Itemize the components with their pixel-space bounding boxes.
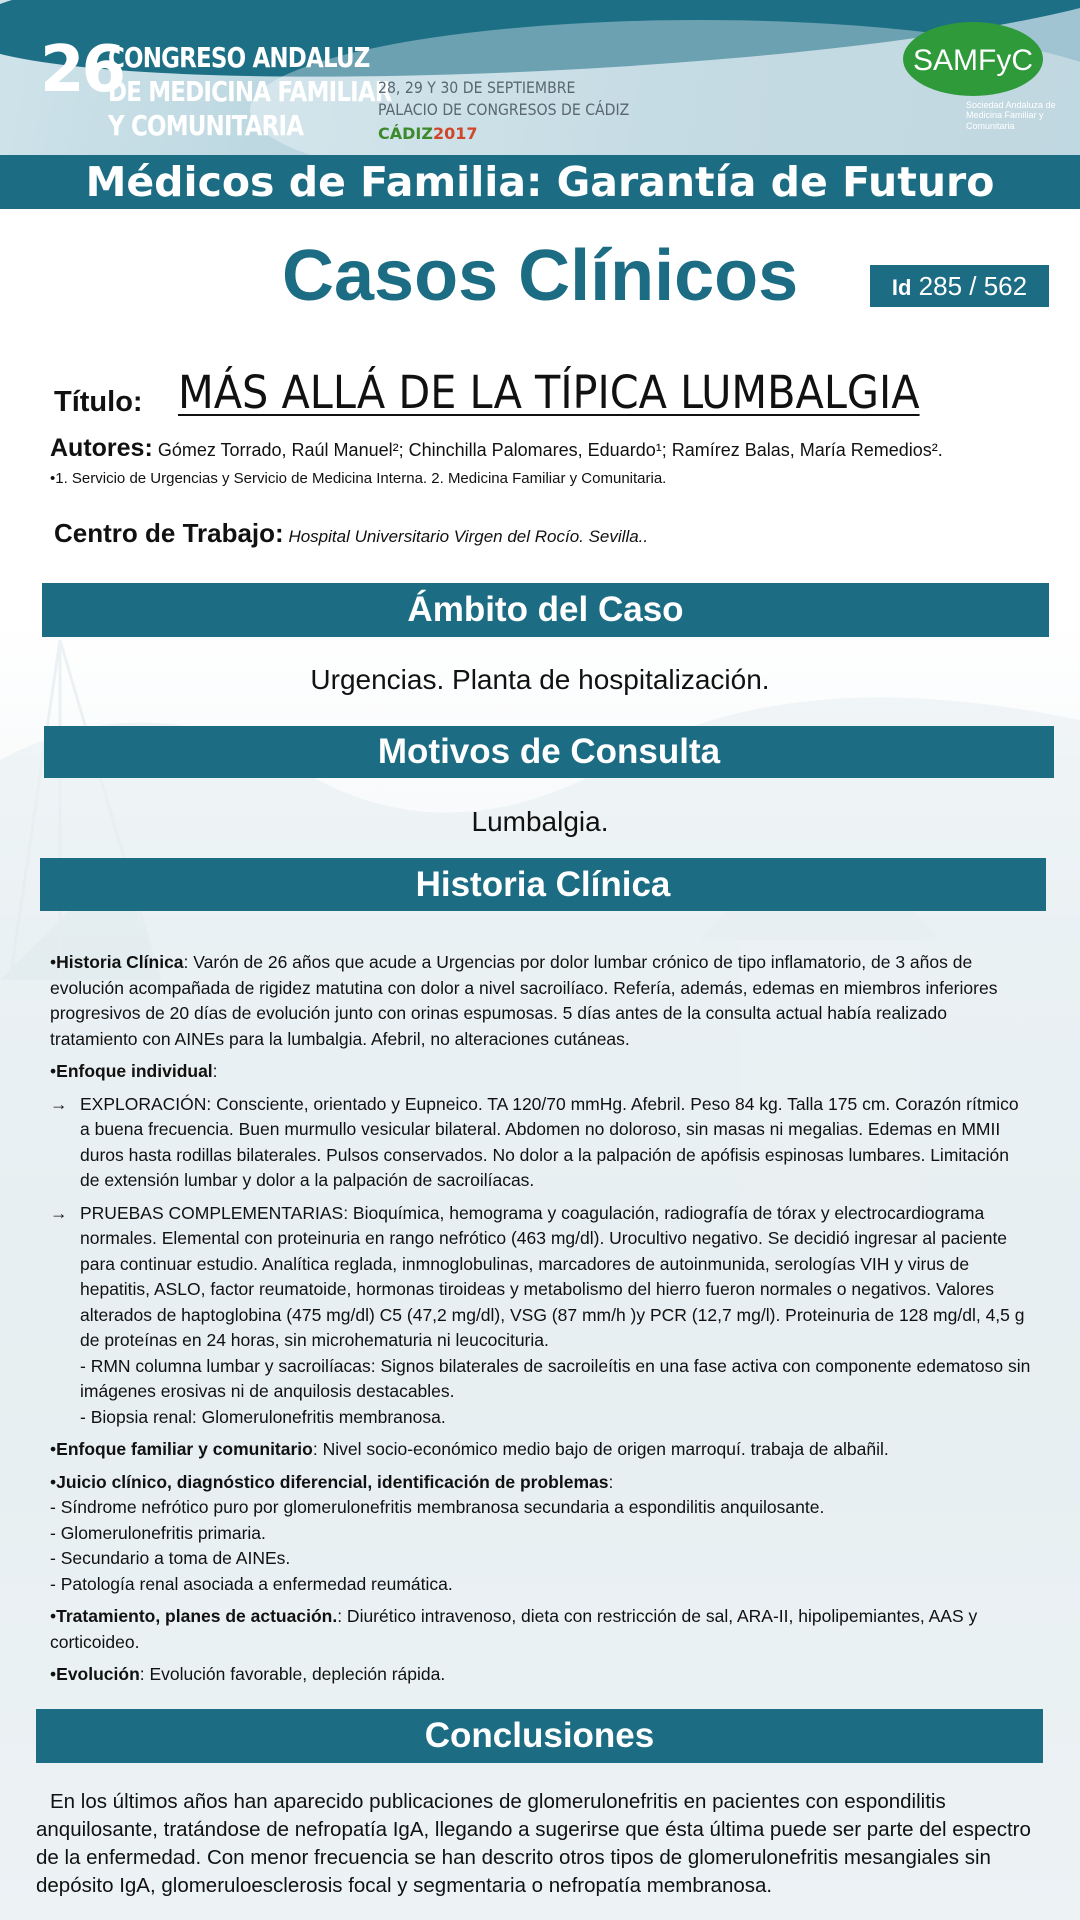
- case-title: MÁS ALLÁ DE LA TÍPICA LUMBALGIA: [178, 366, 920, 419]
- section-motivos: Motivos de Consulta: [44, 726, 1054, 778]
- exploration-text: EXPLORACIÓN: Consciente, orientado y Eupneico. TA 120/70 mmHg. Afebril. Peso 84 kg. Talla 175 cm. Corazón rítmico a buena frecuencia. Buen murmullo vesicular bilateral. Abdomen no doloroso, sin masas ni megalias. Edemas en MMII duros hasta rodillas bilaterales. Pulsos conservados. No dolor a la palpación de apófisis espinosas lumbares. Limitación de extensión lumbar y dolor a la palpación de sacroilíacas.: [80, 1093, 1019, 1190]
- individual-approach-colon: :: [212, 1061, 218, 1081]
- congress-line-1: CONGRESO ANDALUZ: [108, 41, 370, 74]
- id-badge: [870, 265, 1049, 307]
- congress-number: 26: [40, 33, 124, 107]
- arrow-icon: →: [50, 1202, 68, 1223]
- congress-city: CÁDIZ: [378, 124, 433, 143]
- section-ambito: Ámbito del Caso: [42, 583, 1049, 637]
- clinical-history: [50, 950, 1033, 1695]
- tests-text: PRUEBAS COMPLEMENTARIAS: Bioquímica, hemograma y coagulación, radiografía de tórax y electrocardiograma normales. Elemental con proteinuria en rango nefrótico (463 mg/dl). Urocultivo negativo. Se decidió ingresar al paciente para continuar estudio. Analítica reglada, inmnoglobulinas, marcadores de autoinmunida, serologías VIH y virus de hepatitis, ASLO, factor reumatoide, hormonas tiroideas y metabolismo del hierro fueron normales o negativos. Valores alterados de haptoglobina (475 mg/dl) C5 (47,2 mg/dl), VSG (87 mm/h )y PCR (12,7 mg/l). Proteinuria de 128 mg/dl, 4,5 g de proteínas en 24 horas, sin microhematuria ni leucocituria.: [80, 1202, 1025, 1350]
- congress-city-year: [378, 124, 478, 143]
- tests-item: [50, 1201, 1033, 1354]
- treatment-text: : Diurético intravenoso, dieta con restricción de sal, ARA-II, hipolipemiantes, AAS y corticoideo.: [50, 1606, 978, 1652]
- congress-dates: 28, 29 Y 30 DE SEPTIEMBRE: [378, 78, 576, 97]
- section-historia: Historia Clínica: [40, 858, 1046, 911]
- exploration-item: [50, 1092, 1033, 1194]
- evolution: •Evolución: Evolución favorable, depleción rápida.: [50, 1664, 446, 1684]
- family-approach-label: Enfoque familiar y comunitario: [56, 1439, 313, 1459]
- logo-text: SAMFyC: [913, 44, 1033, 77]
- history-paragraph: •Historia Clínica: Varón de 26 años que acude a Urgencias por dolor lumbar crónico de tipo inflamatorio, de 3 años de evolución acompañada de rigidez matutina con dolor a nivel sacroilíaco. Refería, además, edemas en miembros inferiores progresivos de 20 días de evolución junto con orinas espumosas. 5 días antes de la consulta actual había realizado tratamiento con AINEs para la lumbalgia. Afebril, no alteraciones cutáneas.: [50, 952, 998, 1049]
- evolution-label: Evolución: [56, 1664, 140, 1684]
- family-approach: •Enfoque familiar y comunitario: Nivel socio-económico medio bajo de origen marroquí. trabaja de albañil.: [50, 1439, 889, 1459]
- diagnosis-colon: :: [608, 1471, 614, 1492]
- authors-label: Autores:: [50, 434, 153, 462]
- family-approach-text: : Nivel socio-económico medio bajo de origen marroquí. trabaja de albañil.: [312, 1439, 889, 1459]
- poster-heading: Casos Clínicos: [282, 236, 799, 316]
- rmn-item: - RMN columna lumbar y sacroilíacas: Signos bilaterales de sacroileítis en una fase activa con componente edematoso sin imágenes erosivas ni de anquilosis destacables.: [80, 1355, 1031, 1401]
- history-label: Historia Clínica: [56, 952, 184, 972]
- diagnosis-item: - Secundario a toma de AINEs.: [50, 1548, 291, 1568]
- conclusion-text: En los últimos años han aparecido publicaciones de glomerulonefritis en pacientes con espondilitis anquilosante, tratándose de nefropatía IgA, llegando a sugerirse que ésta última puede ser parte del espectro de la enfermedad. Con menor frecuencia se han descrito otros tipos de glomerulonefritis mesangiales sin depósito IgA, glomeruloesclerosis focal y segmentaria o nefropatía membranosa.: [36, 1790, 1031, 1897]
- biopsy-item: - Biopsia renal: Glomerulonefritis membranosa.: [80, 1406, 446, 1427]
- affiliation: •1. Servicio de Urgencias y Servicio de Medicina Interna. 2. Medicina Familiar y Comunitaria.: [50, 470, 667, 487]
- individual-approach: •Enfoque individual:: [50, 1061, 218, 1081]
- work-center: [54, 518, 648, 549]
- center-text: Hospital Universitario Virgen del Rocío. Sevilla..: [288, 527, 649, 546]
- diagnosis-item: - Patología renal asociada a enfermedad reumática.: [50, 1573, 453, 1594]
- diagnosis-heading: •Juicio clínico, diagnóstico diferencial, identificación de problemas:: [50, 1471, 614, 1492]
- section-conclusiones: Conclusiones: [36, 1709, 1043, 1763]
- logo-subtitle: Sociedad Andaluza de Medicina Familiar y Comunitaria: [966, 100, 1056, 131]
- arrow-icon: →: [50, 1093, 68, 1114]
- diagnosis-label: Juicio clínico, diagnóstico diferencial, identificación de problemas: [56, 1471, 609, 1492]
- congress-line-3: Y COMUNITARIA: [108, 109, 304, 142]
- congress-year: 2017: [432, 124, 478, 143]
- motivos-text: Lumbalgia.: [471, 806, 609, 837]
- treatment: •Tratamiento, planes de actuación.: Diurético intravenoso, dieta con restricción de sal, ARA-II, hipolipemiantes, AAS y corticoideo.: [50, 1606, 978, 1652]
- congress-venue: PALACIO DE CONGRESOS DE CÁDIZ: [378, 100, 630, 119]
- diagnosis-item: - Glomerulonefritis primaria.: [50, 1522, 266, 1543]
- id-label: Id: [891, 275, 912, 300]
- congress-line-2: DE MEDICINA FAMILIAR: [108, 75, 392, 108]
- ambito-text: Urgencias. Planta de hospitalización.: [310, 664, 770, 695]
- congress-header: [0, 0, 1080, 155]
- history-text: : Varón de 26 años que acude a Urgencias por dolor lumbar crónico de tipo inflamatorio, de 3 años de evolución acompañada de rigidez matutina con dolor a nivel sacroilíaco. Refería, además, edemas en miembros inferiores progresivos de 20 días de evolución junto con orinas espumosas. 5 días antes de la consulta actual había realizado tratamiento con AINEs para la lumbalgia. Afebril, no alteraciones cutáneas.: [50, 952, 998, 1049]
- id-value: 285 / 562: [918, 271, 1028, 301]
- individual-approach-label: Enfoque individual: [56, 1061, 213, 1081]
- evolution-text: : Evolución favorable, depleción rápida.: [139, 1664, 446, 1684]
- center-label: Centro de Trabajo:: [54, 518, 284, 548]
- authors-text: Gómez Torrado, Raúl Manuel²; Chinchilla Palomares, Eduardo¹; Ramírez Balas, María Remedios².: [157, 440, 943, 460]
- title-label: Título:: [54, 386, 143, 418]
- samfyc-logo: [902, 20, 1044, 98]
- diagnosis-item: - Síndrome nefrótico puro por glomerulonefritis membranosa secundaria a espondilitis anquilosante.: [50, 1497, 825, 1517]
- slogan: Médicos de Familia: Garantía de Futuro: [85, 158, 995, 206]
- authors: [50, 433, 943, 463]
- treatment-label: Tratamiento, planes de actuación.: [56, 1606, 338, 1626]
